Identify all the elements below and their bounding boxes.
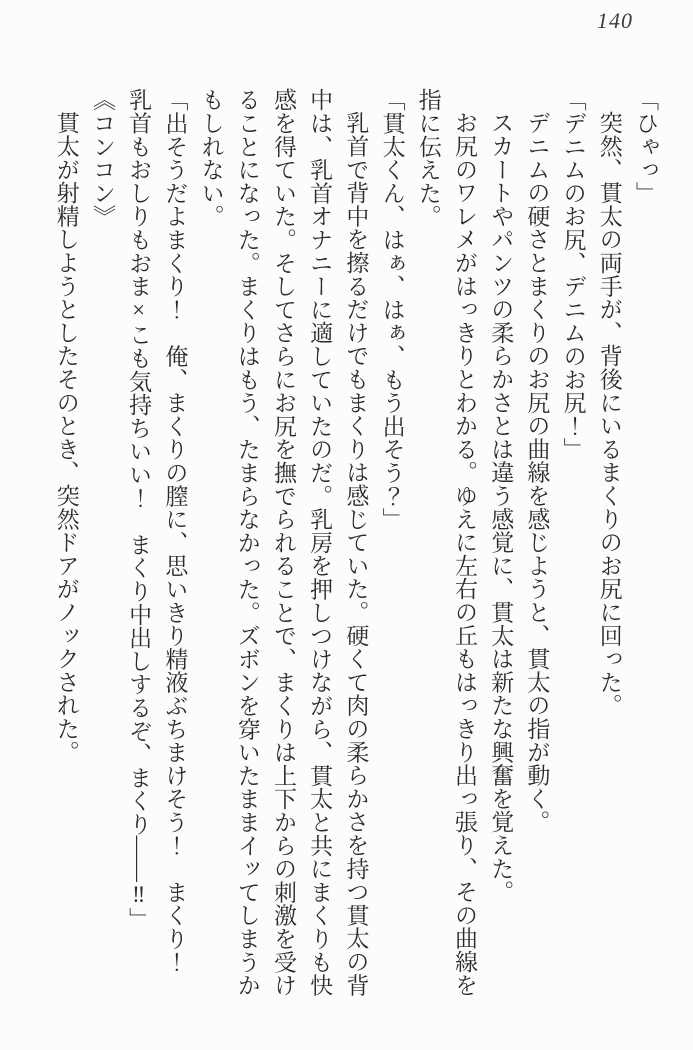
paragraph-sound-effect: 《コンコン》 — [89, 88, 115, 228]
paragraph-narration: 乳首で背中を擦るだけでもまくりは感じていた。硬くて肉の柔らかさを持つ貫太の背中は、乳首オナニーに適していたのだ。乳房を押しつけながら、貫太と共にまくりも快感を得ていた。そしてさらにお尻を撫でられることで、まくりは上下からの刺激を受けることになった。まくりはもう、たまらなかった。ズボンを穿いたままイッてしまうかもしれない。 — [198, 88, 369, 997]
vertical-text-block — [46, 88, 663, 1006]
paragraph-narration: デニムの硬さとまくりのお尻の曲線を感じようと、貫太の指が動く。 — [524, 111, 550, 834]
paragraph-narration: 突然、貫太の両手が、背後にいるまくりのお尻に回った。 — [596, 111, 622, 717]
paragraph-narration: 貫太が射精しようとしたそのとき、突然ドアがノックされた。 — [53, 111, 79, 764]
page-number: 140 — [597, 8, 633, 33]
paragraph-dialogue: 「ひゃっ」 — [633, 88, 658, 205]
paragraph-dialogue: 「デニムのお尻、デニムのお尻！」 — [560, 88, 586, 461]
paragraph-narration: お尻のワレメがはっきりとわかる。ゆえに左右の丘もはっきり出っ張り、その曲線を指に伝えた。 — [415, 88, 477, 997]
paragraph-dialogue: 「出そうだよまくり！ 俺、まくりの膣に、思いきり精液ぶちまけそう！ まくり！ 乳首もおしりもおま×こも気持ちいい！ まくり中出しするぞ、まくり――‼」 — [126, 88, 188, 997]
paragraph-narration: スカートやパンツの柔らかさとは違う感覚に、貫太は新たな興奮を覚えた。 — [488, 111, 514, 904]
paragraph-dialogue: 「貫太くん、はぁ、はぁ、もう出そう？」 — [379, 88, 405, 531]
